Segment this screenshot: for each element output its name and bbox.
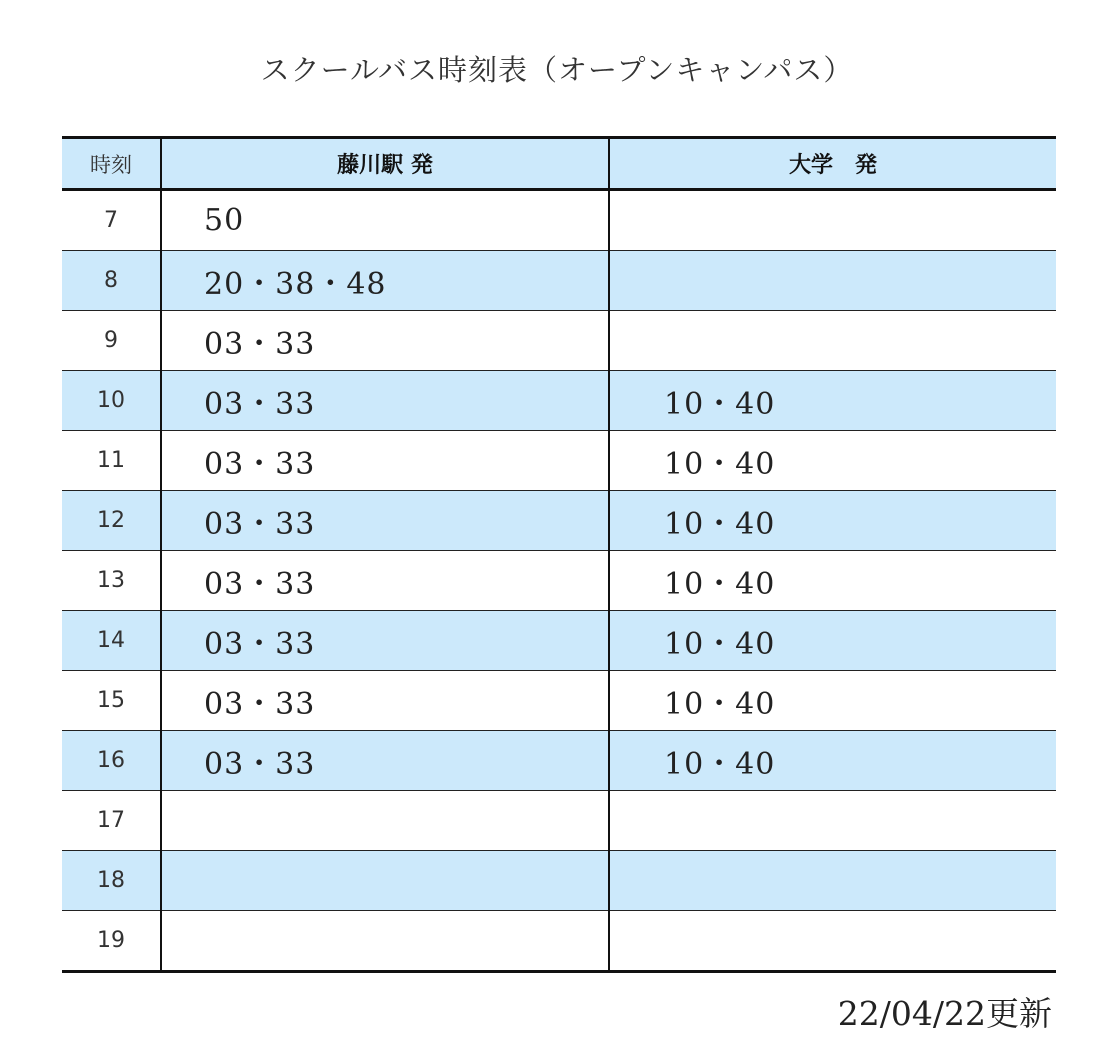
station-departure-header: 藤川駅 発: [161, 138, 609, 190]
table-row: [62, 190, 1056, 251]
page-title: スクールバス時刻表（オープンキャンパス）: [260, 53, 854, 87]
university-times-cell: 10・40: [609, 611, 1056, 671]
hour-cell: 18: [62, 851, 161, 911]
table-row: [62, 671, 1056, 731]
table-row: [62, 851, 1056, 911]
table-row: [62, 791, 1056, 851]
university-times-cell: [609, 851, 1056, 911]
university-times-cell: 10・40: [609, 371, 1056, 431]
university-times-cell: 10・40: [609, 671, 1056, 731]
hour-cell: 12: [62, 491, 161, 551]
station-times-cell: [161, 851, 609, 911]
university-times-cell: [609, 911, 1056, 972]
station-times-cell: 03・33: [161, 551, 609, 611]
hour-cell: 11: [62, 431, 161, 491]
table-row: [62, 911, 1056, 972]
station-times-cell: 20・38・48: [161, 251, 609, 311]
university-times-cell: 10・40: [609, 551, 1056, 611]
station-times-cell: [161, 791, 609, 851]
table-row: [62, 431, 1056, 491]
hour-cell: 14: [62, 611, 161, 671]
hour-cell: 7: [62, 190, 161, 251]
university-times-cell: [609, 190, 1056, 251]
bus-timetable: [62, 136, 1056, 973]
hour-cell: 13: [62, 551, 161, 611]
station-times-cell: 03・33: [161, 731, 609, 791]
hour-column-header: 時刻: [62, 138, 161, 190]
station-times-cell: 03・33: [161, 431, 609, 491]
hour-cell: 15: [62, 671, 161, 731]
table-row: [62, 551, 1056, 611]
table-row: [62, 731, 1056, 791]
hour-cell: 17: [62, 791, 161, 851]
station-times-cell: 03・33: [161, 371, 609, 431]
university-times-cell: 10・40: [609, 431, 1056, 491]
university-times-cell: 10・40: [609, 731, 1056, 791]
station-times-cell: 03・33: [161, 311, 609, 371]
header-row: [62, 138, 1056, 190]
table-row: [62, 611, 1056, 671]
station-times-cell: 03・33: [161, 671, 609, 731]
university-times-cell: [609, 251, 1056, 311]
table-row: [62, 371, 1056, 431]
station-times-cell: 03・33: [161, 491, 609, 551]
university-times-cell: 10・40: [609, 491, 1056, 551]
table-row: [62, 311, 1056, 371]
university-times-cell: [609, 791, 1056, 851]
hour-cell: 19: [62, 911, 161, 972]
station-times-cell: [161, 911, 609, 972]
hour-cell: 10: [62, 371, 161, 431]
table-row: [62, 491, 1056, 551]
station-times-cell: 50: [161, 190, 609, 251]
university-times-cell: [609, 311, 1056, 371]
university-departure-header: 大学 発: [609, 138, 1056, 190]
updated-date: 22/04/22更新: [837, 994, 1052, 1033]
hour-cell: 9: [62, 311, 161, 371]
station-times-cell: 03・33: [161, 611, 609, 671]
hour-cell: 16: [62, 731, 161, 791]
hour-cell: 8: [62, 251, 161, 311]
table-row: [62, 251, 1056, 311]
